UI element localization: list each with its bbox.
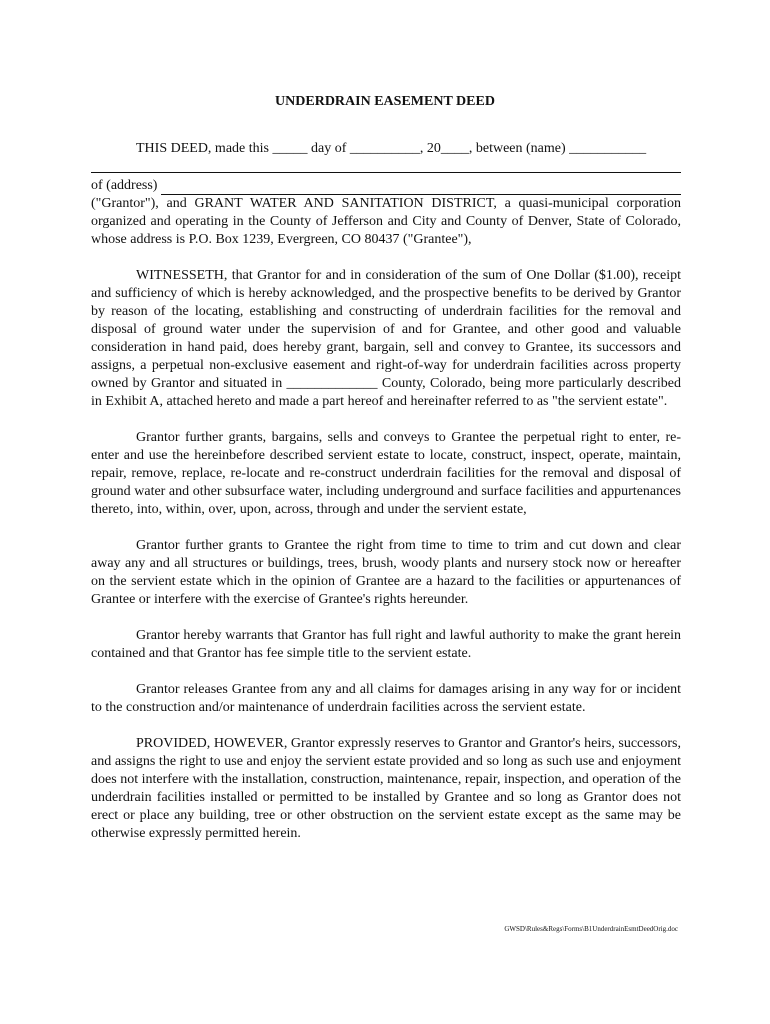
blank-line bbox=[91, 172, 681, 173]
address-line bbox=[91, 177, 681, 195]
opening-line: THIS DEED, made this _____ day of __________, 20____, between (name) ___________ bbox=[136, 141, 647, 156]
address-label: of (address) bbox=[91, 178, 158, 193]
paragraph-release: Grantor releases Grantee from any and all claims for damages arising in any way for or incident to the construction and/or maintenance of underdrain facilities across the servient estate. bbox=[91, 682, 681, 715]
paragraph-trim-rights: Grantor further grants to Grantee the right from time to time to trim and cut down and clear away any and all structures or buildings, trees, brush, woody plants and nursery stock now or hereafter on the servient estate which in the opinion of Grantee are a hazard to the facilities or appurtenances of Grantee or interfere with the exercise of Grantee's rights hereunder. bbox=[91, 538, 681, 607]
paragraph-grants: Grantor further grants, bargains, sells and conveys to Grantee the perpetual right to enter, re-enter and use the hereinbefore described servient estate to locate, construct, inspect, operate, maintain, repair, remove, replace, re-locate and re-construct underdrain facilities for the removal and disposal of ground water and other subsurface water, including underground and surface facilities and appurtenances thereto, into, within, over, upon, across, through and under the servient estate, bbox=[91, 430, 681, 517]
grantor-intro: ("Grantor"), and GRANT WATER AND SANITATION DISTRICT, a quasi-municipal corporation organized and operating in the County of Jefferson and City and County of Denver, State of Colorado, whose address is P.O. Box 1239, Evergreen, CO 80437 ("Grantee"), bbox=[91, 196, 681, 247]
address-blank bbox=[161, 182, 681, 195]
paragraph-provided: PROVIDED, HOWEVER, Grantor expressly reserves to Grantor and Grantor's heirs, successors, and assigns the right to use and enjoy the servient estate provided and so long as such use and enjoyment does not interfere with the installation, construction, maintenance, repair, inspection, and operation of the underdrain facilities installed or permitted to be installed by Grantee and so long as Grantor does not erect or place any building, tree or other obstruction on the servient estate except as the same may be otherwise expressly permitted herein. bbox=[91, 736, 681, 841]
footer-file-path: GWSD\Rules&Regs\Forms\B1UnderdrainEsmtDeedOrig.doc bbox=[504, 925, 678, 933]
document-title: UNDERDRAIN EASEMENT DEED bbox=[275, 94, 495, 109]
document-body bbox=[91, 140, 681, 861]
paragraph-witnesseth: WITNESSETH, that Grantor for and in consideration of the sum of One Dollar ($1.00), receipt and sufficiency of which is hereby acknowledged, and the prospective benefits to be derived by Grantor by reason of the locating, establishing and constructing of underdrain facilities for the removal and disposal of ground water under the supervision of and for Grantee, and other good and valuable consideration in hand paid, does hereby grant, bargain, sell and convey to Grantee, its successors and assigns, a perpetual non-exclusive easement and right-of-way for underdrain facilities across property owned by Grantor and situated in _____________ County, Colorado, being more particularly described in Exhibit A, attached hereto and made a part hereof and hereinafter referred to as "the servient estate". bbox=[91, 268, 681, 409]
paragraph-warranty: Grantor hereby warrants that Grantor has full right and lawful authority to make the grant herein contained and that Grantor has fee simple title to the servient estate. bbox=[91, 628, 681, 661]
